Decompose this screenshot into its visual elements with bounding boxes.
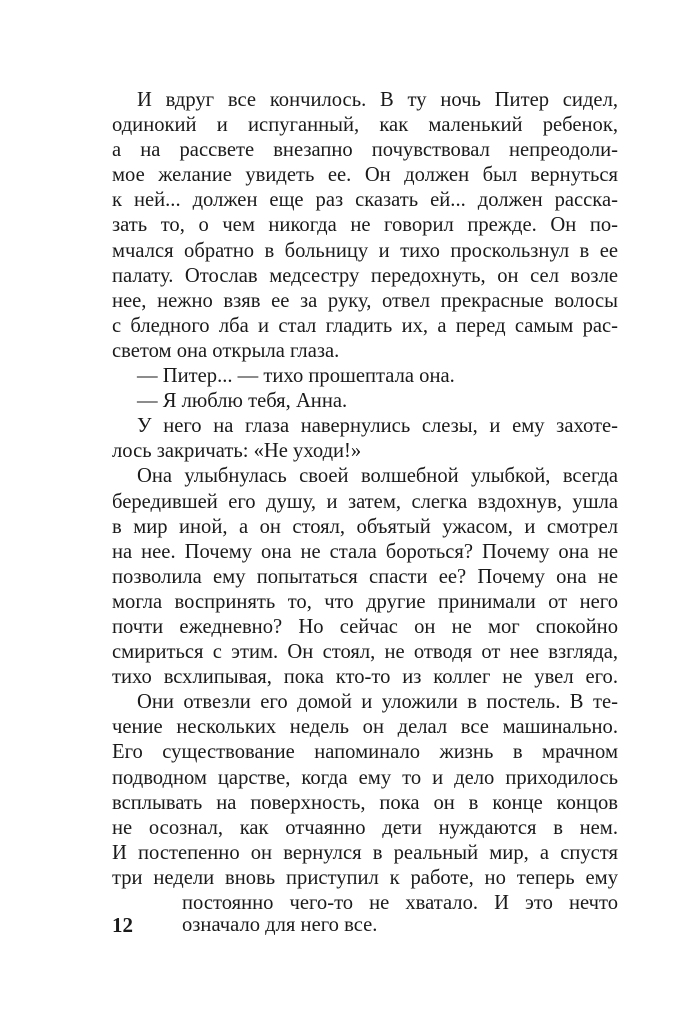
text-line: Она улыбнулась своей волшебной улыбкой, всегда — [137, 465, 618, 488]
text-line: к ней... должен еще раз сказать ей... должен расска- — [112, 189, 618, 212]
text-line: Они отвезли его домой и уложили в постель. В те- — [137, 691, 618, 714]
text-line: бередившей его душу, и затем, слегка вздохнув, ушла — [112, 490, 618, 513]
text-line: чение нескольких недель он делал все машинально. — [112, 716, 618, 739]
text-line: постоянно чего-то не хватало. И это нечто — [182, 892, 618, 914]
text-line: всплывать на поверхность, пока он в конце концов — [112, 791, 618, 814]
text-line: мчался обратно в больницу и тихо проскользнул в ее — [112, 239, 618, 262]
text-line: не осознал, как отчаянно дети нуждаются в нем. — [112, 816, 618, 839]
text-line: подводном царстве, когда ему то и дело приходилось — [112, 766, 618, 789]
text-line: И постепенно он вернулся в реальный мир, а спустя — [112, 841, 618, 864]
text-line: в мир иной, а он стоял, объятый ужасом, и смотрел — [112, 515, 618, 538]
text-line: одинокий и испуганный, как маленький ребенок, — [112, 114, 618, 137]
text-line: И вдруг все кончилось. В ту ночь Питер сидел, — [137, 89, 618, 111]
text-line: почти ежедневно? Но сейчас он не мог спокойно — [112, 615, 618, 638]
text-line: означало для него все. — [182, 914, 378, 936]
text-line: позволила ему попытаться спасти ее? Почему она не — [112, 565, 618, 588]
text-line: нее, нежно взяв ее за руку, отвел прекрасные волосы — [112, 289, 618, 312]
text-line: светом она открыла глаза. — [112, 339, 340, 362]
text-line: с бледного лба и стал гладить их, а перед самым рас- — [112, 314, 618, 337]
text-line: могла воспринять то, что другие принимали от него — [112, 590, 618, 613]
dialogue-line: — Я люблю тебя, Анна. — [137, 390, 348, 413]
page-number: 12 — [112, 913, 133, 937]
text-line: смириться с этим. Он стоял, не отводя от нее взгляда, — [112, 641, 618, 664]
text-line: зать то, о чем никогда не говорил прежде. Он по- — [112, 214, 618, 237]
text-line: лось закричать: «Не уходи!» — [112, 440, 362, 463]
text-line: три недели вновь приступил к работе, но теперь ему — [112, 866, 618, 889]
page-body — [112, 88, 618, 916]
text-line: а на рассвете внезапно почувствовал непреодоли- — [112, 139, 618, 162]
text-line: мое желание увидеть ее. Он должен был вернуться — [112, 164, 618, 187]
text-line: Его существование напоминало жизнь в мрачном — [112, 741, 618, 764]
page-footer — [112, 912, 618, 939]
text-line: палату. Отослав медсестру передохнуть, он сел возле — [112, 264, 618, 287]
text-line: тихо всхлипывая, пока кто-то из коллег не увел его. — [112, 666, 618, 689]
dialogue-line: — Питер... — тихо прошептала она. — [137, 365, 455, 388]
text-line: У него на глаза навернулись слезы, и ему захоте- — [137, 415, 618, 438]
text-line: на нее. Почему она не стала бороться? Почему она не — [112, 540, 618, 563]
